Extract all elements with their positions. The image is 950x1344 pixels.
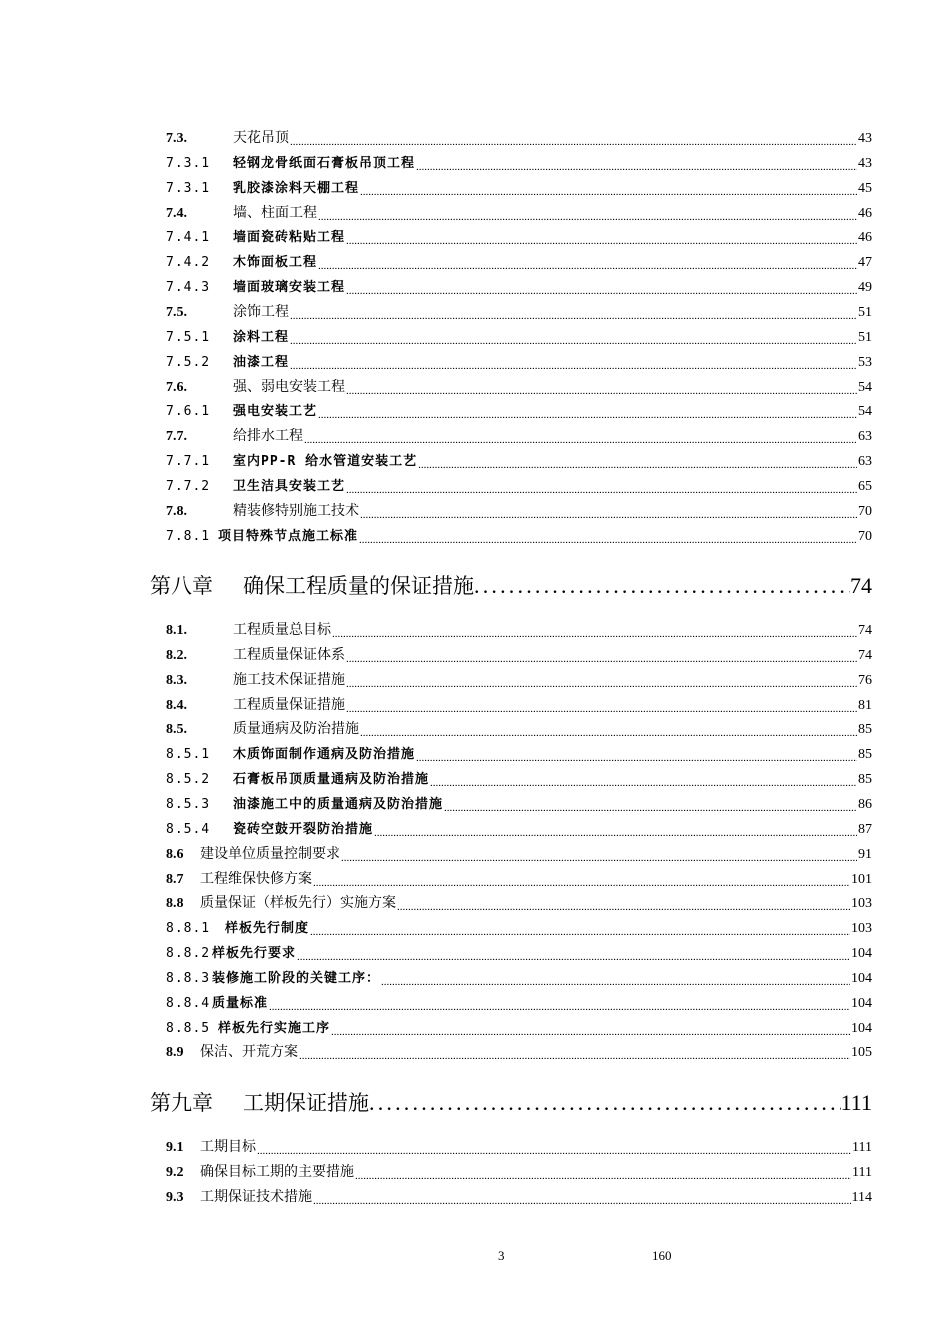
leader-dots bbox=[374, 822, 857, 838]
toc-entry-title: 工期目标 bbox=[200, 1139, 256, 1155]
toc-entry-title: 涂料工程 bbox=[233, 329, 290, 345]
leader-dots bbox=[355, 1165, 851, 1181]
leader-dots bbox=[418, 454, 857, 470]
leader-dots bbox=[416, 156, 857, 172]
toc-entry[interactable] bbox=[166, 178, 872, 198]
toc-entry-page-number: 43 bbox=[858, 155, 872, 171]
toc-entry-number: 7.4. bbox=[166, 205, 187, 221]
toc-entry-title: 卫生洁具安装工艺 bbox=[233, 478, 346, 494]
toc-entry-page-number: 105 bbox=[851, 1045, 872, 1061]
toc-entry-title: 天花吊顶 bbox=[233, 130, 289, 146]
toc-entry-title: 木质饰面制作通病及防治措施 bbox=[233, 747, 416, 763]
leader-dots bbox=[346, 230, 857, 246]
toc-entry-number: 8.8.3 bbox=[166, 970, 211, 986]
toc-entry[interactable] bbox=[166, 252, 872, 272]
toc-entry[interactable] bbox=[166, 893, 872, 913]
toc-entry-page-number: 85 bbox=[858, 722, 872, 738]
toc-entry[interactable] bbox=[166, 968, 872, 988]
toc-entry-title: 墙面瓷砖粘贴工程 bbox=[233, 230, 346, 246]
toc-entry-number: 8.8.5 bbox=[166, 1020, 211, 1036]
toc-entry[interactable] bbox=[166, 1137, 872, 1157]
toc-entry[interactable] bbox=[166, 476, 872, 496]
toc-entry[interactable] bbox=[166, 451, 872, 471]
leader-dots bbox=[299, 1045, 850, 1061]
toc-entry-number: 7.7.1 bbox=[166, 454, 211, 470]
toc-entry-title: 样板先行要求 bbox=[212, 946, 297, 962]
toc-entry-page-number: 51 bbox=[858, 304, 872, 320]
toc-entry[interactable] bbox=[166, 153, 872, 173]
toc-entry-title: 乳胶漆涂料天棚工程 bbox=[233, 180, 360, 196]
toc-entry-page-number: 76 bbox=[858, 672, 872, 688]
toc-entry-number: 9.3 bbox=[166, 1189, 184, 1205]
toc-entry[interactable] bbox=[166, 426, 872, 446]
toc-entry-title: 精装修特别施工技术 bbox=[233, 502, 359, 519]
toc-entry[interactable] bbox=[166, 203, 872, 223]
toc-entry-number: 7.4.2 bbox=[166, 255, 211, 271]
leader-dots bbox=[346, 648, 857, 664]
toc-entry[interactable] bbox=[166, 993, 872, 1013]
leader-dots bbox=[290, 305, 857, 321]
leader-dots bbox=[341, 847, 857, 863]
toc-entry-number: 8.8.1 bbox=[166, 921, 211, 937]
leader-dots bbox=[318, 255, 857, 271]
toc-entry-title: 确保目标工期的主要措施 bbox=[200, 1163, 354, 1180]
chapter-number: 第九章 bbox=[150, 1091, 213, 1115]
toc-entry-number: 8.5.4 bbox=[166, 821, 211, 837]
toc-entry-title: 质量通病及防治措施 bbox=[233, 721, 359, 738]
toc-entry-number: 7.4.1 bbox=[166, 230, 211, 246]
toc-entry-page-number: 91 bbox=[858, 846, 872, 862]
toc-entry[interactable] bbox=[166, 695, 872, 715]
toc-entry-number: 9.2 bbox=[166, 1164, 184, 1180]
leader-dots bbox=[474, 573, 850, 601]
leader-dots bbox=[416, 747, 857, 763]
toc-entry-title: 项目特殊节点施工标准 bbox=[218, 528, 359, 544]
toc-entry-title: 给排水工程 bbox=[233, 428, 303, 445]
footer-total-pages: 160 bbox=[652, 1248, 672, 1263]
toc-entry[interactable] bbox=[166, 227, 872, 247]
toc-entry-number: 8.9 bbox=[166, 1045, 184, 1061]
leader-dots bbox=[297, 946, 850, 962]
toc-entry-title: 瓷砖空鼓开裂防治措施 bbox=[233, 821, 374, 837]
toc-entry[interactable] bbox=[166, 352, 872, 372]
toc-entry-title: 室内PP-R 给水管道安装工艺 bbox=[233, 454, 418, 470]
toc-entry-number: 8.5. bbox=[166, 722, 187, 738]
toc-entry-number: 7.5.2 bbox=[166, 354, 211, 370]
leader-dots bbox=[290, 355, 857, 371]
toc-entry-page-number: 103 bbox=[851, 921, 872, 937]
toc-entry-title: 涂饰工程 bbox=[233, 303, 289, 320]
footer-page-number: 3 bbox=[498, 1248, 505, 1263]
toc-entry-page-number: 43 bbox=[858, 131, 872, 146]
leader-dots bbox=[360, 722, 857, 738]
toc-entry[interactable] bbox=[166, 670, 872, 690]
toc-entry[interactable] bbox=[166, 620, 872, 640]
toc-entry[interactable] bbox=[166, 918, 872, 938]
toc-entry-page-number: 65 bbox=[858, 478, 872, 494]
toc-entry-page-number: 111 bbox=[852, 1164, 872, 1180]
leader-dots bbox=[290, 330, 857, 346]
toc-entry[interactable] bbox=[166, 769, 872, 789]
leader-dots bbox=[359, 529, 857, 545]
leader-dots bbox=[310, 921, 850, 937]
toc-entry-page-number: 104 bbox=[851, 995, 872, 1011]
toc-entry-number: 7.6. bbox=[166, 379, 187, 395]
toc-entry-number: 7.5. bbox=[166, 304, 187, 320]
leader-dots bbox=[257, 1140, 851, 1156]
toc-entry-page-number: 53 bbox=[858, 354, 872, 370]
toc-entry-title: 石膏板吊顶质量通病及防治措施 bbox=[233, 772, 430, 788]
toc-entry[interactable] bbox=[166, 128, 872, 148]
toc-entry-page-number: 47 bbox=[858, 255, 872, 271]
toc-entry[interactable] bbox=[166, 943, 872, 963]
toc-entry-title: 墙、柱面工程 bbox=[233, 204, 317, 221]
toc-entry[interactable] bbox=[166, 327, 872, 347]
toc-entry-number: 7.3. bbox=[166, 131, 187, 146]
toc-entry-number: 8.3. bbox=[166, 672, 187, 688]
toc-entry-number: 8.5.3 bbox=[166, 796, 211, 812]
leader-dots bbox=[269, 996, 850, 1012]
toc-entry-page-number: 46 bbox=[858, 230, 872, 246]
leader-dots bbox=[444, 797, 857, 813]
leader-dots bbox=[332, 623, 857, 639]
toc-entry-page-number: 85 bbox=[858, 772, 872, 788]
leader-dots bbox=[346, 698, 857, 714]
toc-entry-page-number: 63 bbox=[858, 429, 872, 445]
toc-entry[interactable] bbox=[166, 744, 872, 764]
leader-dots bbox=[313, 1190, 851, 1206]
leader-dots bbox=[331, 1021, 850, 1037]
chapter-title: 工期保证措施 bbox=[243, 1091, 369, 1115]
leader-dots bbox=[346, 380, 857, 396]
toc-entry-number: 7.3.1 bbox=[166, 155, 211, 171]
chapter-number: 第八章 bbox=[150, 574, 213, 598]
chapter-heading-8[interactable] bbox=[150, 570, 872, 604]
toc-entry-number: 8.2. bbox=[166, 647, 187, 663]
toc-entry-number: 8.1. bbox=[166, 623, 187, 638]
chapter-page-number: 74 bbox=[850, 573, 872, 598]
toc-entry[interactable] bbox=[166, 844, 872, 864]
toc-entry-number: 9.1 bbox=[166, 1140, 184, 1155]
toc-entry[interactable] bbox=[166, 302, 872, 322]
toc-entry-number: 7.8.1 bbox=[166, 528, 211, 544]
toc-entry[interactable] bbox=[166, 1018, 872, 1038]
toc-entry-title: 样板先行制度 bbox=[225, 921, 310, 937]
leader-dots bbox=[381, 971, 850, 987]
toc-entry[interactable] bbox=[166, 1162, 872, 1182]
toc-entry-number: 8.8.2 bbox=[166, 946, 211, 962]
chapter-page-number: 111 bbox=[840, 1090, 872, 1115]
toc-entry-title: 施工技术保证措施 bbox=[233, 671, 345, 688]
toc-entry-number: 7.6.1 bbox=[166, 404, 211, 420]
toc-entry[interactable] bbox=[166, 794, 872, 814]
toc-entry-title: 轻钢龙骨纸面石膏板吊顶工程 bbox=[233, 155, 416, 171]
toc-entry-page-number: 86 bbox=[858, 796, 872, 812]
toc-entry-page-number: 63 bbox=[858, 454, 872, 470]
toc-entry-number: 7.8. bbox=[166, 503, 187, 519]
toc-entry-page-number: 45 bbox=[858, 180, 872, 196]
leader-dots bbox=[360, 504, 857, 520]
leader-dots bbox=[304, 429, 857, 445]
toc-entry-title: 建设单位质量控制要求 bbox=[200, 845, 340, 862]
toc-entry-page-number: 104 bbox=[851, 946, 872, 962]
toc-entry-page-number: 81 bbox=[858, 697, 872, 713]
chapter-title: 确保工程质量的保证措施 bbox=[243, 574, 474, 598]
toc-entry-title: 油漆施工中的质量通病及防治措施 bbox=[233, 796, 444, 812]
toc-entry-page-number: 111 bbox=[852, 1140, 872, 1155]
toc-entry-title: 强、弱电安装工程 bbox=[233, 378, 345, 395]
toc-entry[interactable] bbox=[166, 401, 872, 421]
toc-entry-page-number: 101 bbox=[851, 871, 872, 887]
toc-entry-page-number: 85 bbox=[858, 747, 872, 763]
toc-entry-title: 强电安装工艺 bbox=[233, 404, 318, 420]
toc-entry-number: 8.8.4 bbox=[166, 995, 211, 1011]
toc-entry[interactable] bbox=[166, 501, 872, 521]
toc-entry-page-number: 70 bbox=[858, 503, 872, 519]
leader-dots bbox=[318, 404, 857, 420]
toc-entry[interactable] bbox=[166, 719, 872, 739]
toc-entry-number: 7.7.2 bbox=[166, 478, 211, 494]
leader-dots bbox=[290, 131, 857, 147]
toc-entry-title: 质量保证（样板先行）实施方案 bbox=[200, 895, 396, 912]
toc-entry[interactable] bbox=[166, 377, 872, 397]
toc-entry-title: 工程质量总目标 bbox=[233, 622, 331, 638]
toc-entry-page-number: 114 bbox=[851, 1189, 872, 1205]
toc-entry-page-number: 46 bbox=[858, 205, 872, 221]
toc-entry-title: 油漆工程 bbox=[233, 354, 290, 370]
toc-entry[interactable] bbox=[166, 1187, 872, 1207]
toc-entry-page-number: 104 bbox=[851, 1020, 872, 1036]
toc-entry-title: 工程维保快修方案 bbox=[200, 870, 312, 887]
leader-dots bbox=[430, 772, 857, 788]
toc-entry[interactable] bbox=[166, 526, 872, 546]
toc-entry-number: 8.5.2 bbox=[166, 772, 211, 788]
toc-entry-page-number: 51 bbox=[858, 329, 872, 345]
leader-dots bbox=[346, 479, 857, 495]
toc-entry-page-number: 87 bbox=[858, 821, 872, 837]
toc-entry-number: 7.7. bbox=[166, 429, 187, 445]
leader-dots bbox=[369, 1090, 841, 1118]
leader-dots bbox=[346, 673, 857, 689]
toc-entry-page-number: 104 bbox=[851, 970, 872, 986]
toc-entry-page-number: 74 bbox=[858, 623, 872, 638]
leader-dots bbox=[360, 181, 857, 197]
toc-entry-title: 墙面玻璃安装工程 bbox=[233, 280, 346, 296]
toc-entry-title: 质量标准 bbox=[212, 995, 269, 1011]
toc-entry-title: 装修施工阶段的关键工序： bbox=[212, 970, 381, 986]
toc-entry-number: 8.6 bbox=[166, 846, 184, 862]
chapter-heading-9[interactable] bbox=[150, 1087, 872, 1121]
toc-entry-number: 8.8 bbox=[166, 896, 184, 912]
toc-entry-page-number: 54 bbox=[858, 404, 872, 420]
toc-entry-number: 7.5.1 bbox=[166, 329, 211, 345]
leader-dots bbox=[313, 872, 850, 888]
toc-entry[interactable] bbox=[166, 869, 872, 889]
toc-entry[interactable] bbox=[166, 1042, 872, 1062]
toc-entry-page-number: 74 bbox=[858, 647, 872, 663]
toc-entry[interactable] bbox=[166, 819, 872, 839]
toc-entry-number: 8.5.1 bbox=[166, 747, 211, 763]
leader-dots bbox=[397, 896, 850, 912]
toc-entry-title: 木饰面板工程 bbox=[233, 255, 318, 271]
toc-entry-title: 工期保证技术措施 bbox=[200, 1188, 312, 1205]
toc-entry[interactable] bbox=[166, 645, 872, 665]
toc-entry[interactable] bbox=[166, 277, 872, 297]
toc-entry-title: 样板先行实施工序 bbox=[218, 1020, 331, 1036]
toc-entry-title: 保洁、开荒方案 bbox=[200, 1044, 298, 1061]
toc-entry-number: 7.4.3 bbox=[166, 280, 211, 296]
toc-entry-number: 7.3.1 bbox=[166, 180, 211, 196]
toc-entry-title: 工程质量保证措施 bbox=[233, 696, 345, 713]
toc-entry-page-number: 70 bbox=[858, 528, 872, 544]
leader-dots bbox=[318, 206, 857, 222]
toc-entry-title: 工程质量保证体系 bbox=[233, 646, 345, 663]
toc-entry-page-number: 54 bbox=[858, 379, 872, 395]
toc-entry-page-number: 49 bbox=[858, 280, 872, 296]
toc-entry-number: 8.7 bbox=[166, 871, 184, 887]
toc-entry-number: 8.4. bbox=[166, 697, 187, 713]
leader-dots bbox=[346, 280, 857, 296]
toc-entry-page-number: 103 bbox=[851, 896, 872, 912]
